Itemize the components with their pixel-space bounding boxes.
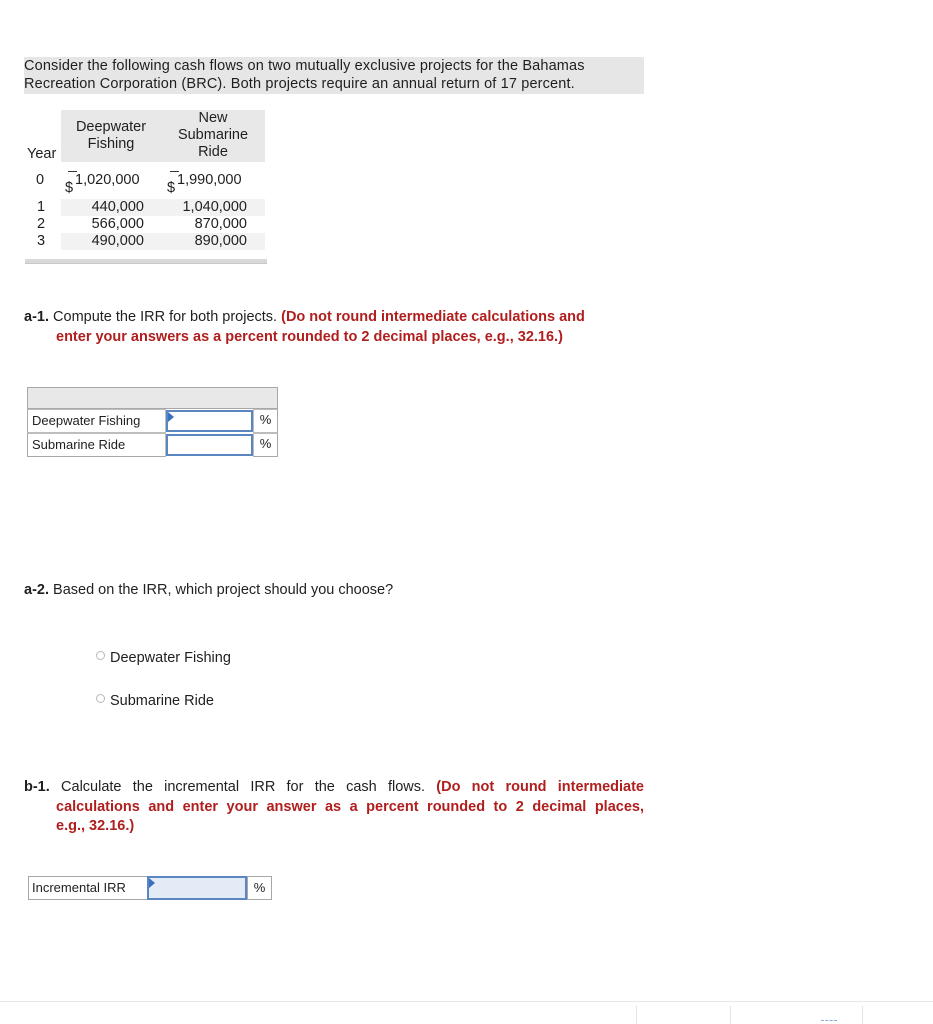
- irr-answer-table: [27, 387, 278, 457]
- percent-unit: %: [253, 433, 278, 457]
- incremental-irr-row: [28, 876, 272, 900]
- instruction-text: enter your answers as a percent rounded to 2 decimal places, e.g., 32.16.): [56, 328, 563, 345]
- deepwater-irr-input[interactable]: [166, 410, 253, 432]
- question-b1: [24, 778, 644, 837]
- radio-icon[interactable]: [96, 694, 105, 703]
- instruction-text: (Do not round intermediate: [436, 779, 645, 795]
- year-cell: 3: [37, 233, 46, 249]
- incremental-irr-input[interactable]: [147, 876, 247, 900]
- footer-separator: [730, 1006, 731, 1024]
- table-bottom-rule: [25, 259, 267, 264]
- input-marker-icon: [149, 878, 155, 888]
- submarine-cell: 870,000: [194, 216, 247, 232]
- table-header-row: [27, 387, 278, 409]
- submarine-irr-input[interactable]: [166, 434, 253, 456]
- row-label: Incremental IRR: [32, 880, 126, 895]
- question-a2: [24, 581, 393, 601]
- submarine-cell: 1,040,000: [182, 199, 247, 215]
- year-cell: 2: [37, 216, 46, 232]
- percent-unit: %: [247, 876, 272, 900]
- question-label: a-2.: [24, 582, 49, 598]
- table-row: [27, 409, 166, 433]
- footer-divider: [0, 1001, 933, 1002]
- question-a1: [24, 308, 664, 347]
- input-marker-icon: [168, 412, 174, 422]
- year-header: Year: [27, 146, 57, 162]
- table-row: [27, 433, 166, 457]
- question-label: a-1.: [24, 309, 49, 325]
- deepwater-cell: 490,000: [91, 233, 144, 249]
- question-label: b-1.: [24, 779, 50, 795]
- question-text: Based on the IRR, which project should you choose?: [53, 582, 394, 598]
- deepwater-cell: 566,000: [91, 216, 144, 232]
- year-cell: 1: [37, 199, 46, 215]
- intro-line-1: Consider the following cash flows on two mutually exclusive projects for the Bahamas: [24, 58, 585, 74]
- submarine-cell: 890,000: [194, 233, 247, 249]
- row-label-cell: [28, 876, 148, 900]
- instruction-text: (Do not round intermediate calculations and: [281, 309, 585, 325]
- footer-separator: [636, 1006, 637, 1024]
- percent-unit: %: [253, 409, 278, 433]
- row-label: Submarine Ride: [32, 437, 126, 452]
- option-label: Submarine Ride: [110, 693, 214, 709]
- submarine-cell: 1,990,000: [177, 172, 242, 188]
- deepwater-cell: 440,000: [91, 199, 144, 215]
- instruction-text: calculations and enter your answer as a percent rounded to 2 decimal places,: [56, 798, 644, 815]
- intro-paragraph: [24, 57, 644, 94]
- instruction-text: e.g., 32.16.): [56, 818, 135, 834]
- footer-separator: [862, 1006, 863, 1024]
- deepwater-header: Deepwater Fishing: [75, 119, 147, 152]
- intro-line-2: Recreation Corporation (BRC). Both projects require an annual return of 17 percent.: [24, 76, 575, 92]
- year-cell: 0: [36, 172, 45, 188]
- row-label: Deepwater Fishing: [32, 413, 141, 428]
- question-text: Calculate the incremental IRR for the cash flows.: [61, 779, 426, 795]
- radio-icon[interactable]: [96, 651, 105, 660]
- option-label: Deepwater Fishing: [110, 650, 231, 666]
- deepwater-cell: 1,020,000: [75, 172, 140, 188]
- grid-icon[interactable]: [821, 1020, 837, 1023]
- currency-symbol: $: [167, 180, 176, 196]
- submarine-header: New Submarine Ride: [177, 110, 249, 160]
- currency-symbol: $: [65, 180, 74, 196]
- question-text: Compute the IRR for both projects.: [53, 309, 278, 325]
